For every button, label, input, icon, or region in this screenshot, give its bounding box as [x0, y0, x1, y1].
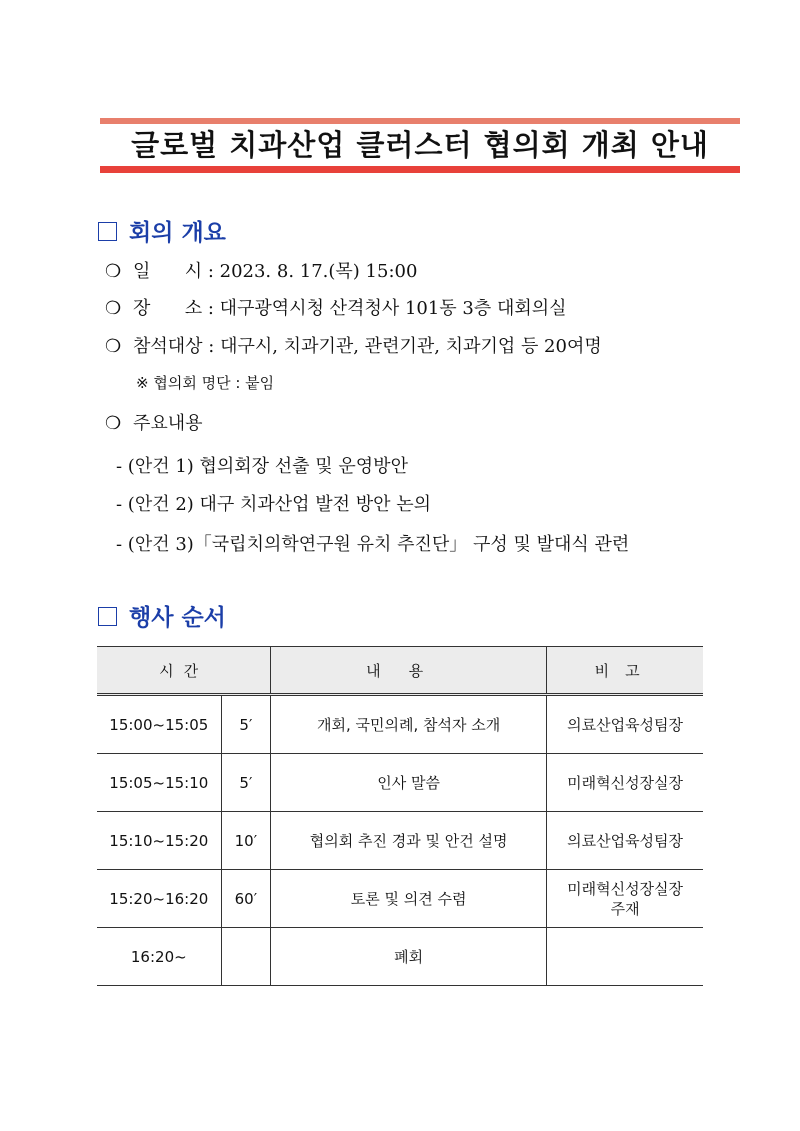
- cell-note: [547, 870, 703, 928]
- agenda-heading: ❍ 주요내용: [105, 413, 203, 434]
- item-label: 일 시: [133, 261, 203, 282]
- circle-bullet-icon: ❍: [105, 261, 122, 282]
- cell-duration: [221, 928, 271, 986]
- cell-time: 15:10~15:20: [97, 812, 221, 870]
- agenda-item-2: - (안건 2) 대구 치과산업 발전 방안 논의: [116, 494, 432, 515]
- overview-item-attendees: ❍ 참석대상 : 대구시, 치과기관, 관련기관, 치과기업 등 20여명: [105, 336, 602, 357]
- cell-time: 15:20~16:20: [97, 870, 221, 928]
- page-title: 글로벌 치과산업 클러스터 협의회 개최 안내: [131, 128, 709, 162]
- cell-note-line2: 주재: [610, 899, 640, 918]
- cell-content: 협의회 추진 경과 및 안건 설명: [271, 812, 547, 870]
- circle-bullet-icon: ❍: [105, 298, 122, 319]
- cell-note: [547, 928, 703, 986]
- title-bar-top: [100, 118, 740, 124]
- cell-duration: 60′: [221, 870, 271, 928]
- cell-duration: 10′: [221, 812, 271, 870]
- circle-bullet-icon: ❍: [105, 413, 122, 434]
- agenda-item-3: - (안건 3)「국립치의학연구원 유치 추진단」 구성 및 발대식 관련: [116, 534, 630, 555]
- overview-item-date: ❍ 일 시 : 2023. 8. 17.(목) 15:00: [105, 261, 418, 282]
- item-label: 참석대상: [133, 336, 203, 357]
- cell-time: 15:00~15:05: [97, 695, 221, 754]
- item-value: 2023. 8. 17.(목) 15:00: [219, 261, 418, 282]
- cell-note-line1: 미래혁신성장실장: [567, 879, 684, 898]
- attendee-note: ※ 협의회 명단 : 붙임: [136, 374, 275, 392]
- cell-content: 토론 및 의견 수렴: [271, 870, 547, 928]
- section-overview-heading: 회의 개요: [98, 214, 226, 247]
- section-schedule-heading: 행사 순서: [98, 599, 226, 632]
- cell-content: 인사 말씀: [271, 754, 547, 812]
- cell-note: 의료산업육성팀장: [547, 695, 703, 754]
- table-row: [97, 812, 703, 870]
- item-value: 대구시, 치과기관, 관련기관, 치과기업 등 20여명: [220, 336, 602, 357]
- circle-bullet-icon: ❍: [105, 336, 122, 357]
- header-content: 내용: [271, 647, 547, 695]
- cell-duration: 5′: [221, 695, 271, 754]
- checkbox-square-icon: [98, 607, 117, 626]
- header-note: 비고: [547, 647, 703, 695]
- title-bar-bottom: [100, 166, 740, 173]
- header-time: 시간: [97, 647, 271, 695]
- agenda-item-1: - (안건 1) 협의회장 선출 및 운영방안: [116, 456, 408, 477]
- table-row: [97, 695, 703, 754]
- checkbox-square-icon: [98, 222, 117, 241]
- title-banner: [100, 118, 740, 174]
- table-row: [97, 754, 703, 812]
- table-row: [97, 928, 703, 986]
- cell-time: 15:05~15:10: [97, 754, 221, 812]
- item-label: 장 소: [133, 298, 203, 319]
- cell-time: 16:20~: [97, 928, 221, 986]
- cell-duration: 5′: [221, 754, 271, 812]
- cell-note: 의료산업육성팀장: [547, 812, 703, 870]
- item-value: 대구광역시청 산격청사 101동 3층 대회의실: [219, 298, 567, 319]
- cell-content: 개회, 국민의례, 참석자 소개: [271, 695, 547, 754]
- overview-item-place: ❍ 장 소 : 대구광역시청 산격청사 101동 3층 대회의실: [105, 298, 567, 319]
- cell-content: 폐회: [271, 928, 547, 986]
- table-row: [97, 870, 703, 928]
- cell-note: 미래혁신성장실장: [547, 754, 703, 812]
- table-header-row: [97, 647, 703, 695]
- schedule-table: [97, 646, 703, 986]
